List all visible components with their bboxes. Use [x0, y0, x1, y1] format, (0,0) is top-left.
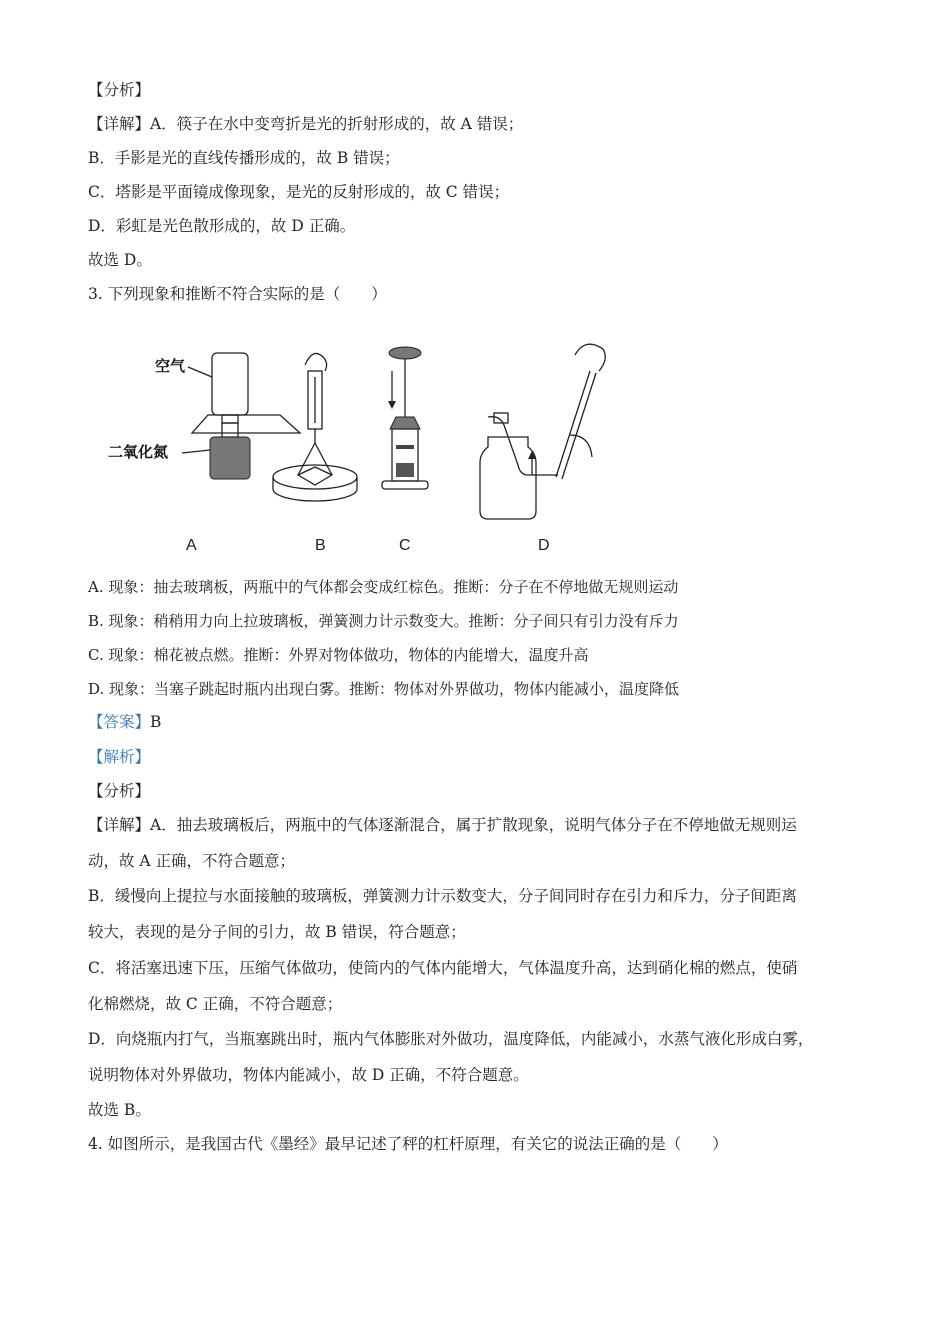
label-no2: 二氧化氮: [108, 443, 169, 461]
panel-label-c: C: [399, 537, 411, 554]
figure-panel-c: [382, 347, 428, 489]
detail-line-d: D．彩虹是光色散形成的，故 D 正确。: [88, 217, 356, 235]
question-3-figure: [100, 325, 640, 525]
q3-detail-line: 动，故 A 正确，不符合题意；: [88, 852, 296, 870]
option-d: D. 现象：当塞子跳起时瓶内出现白雾。推断：物体对外界做功，物体内能减小，温度降低: [88, 680, 680, 698]
answer-label: 【答案】: [88, 713, 151, 731]
q3-detail-line: 说明物体对外界做功，物体内能减小，故 D 正确，不符合题意。: [88, 1066, 529, 1084]
q3-detail-line: 较大，表现的是分子间的引力，故 B 错误，符合题意；: [88, 923, 466, 941]
q3-detail-line: C．将活塞迅速下压，压缩气体做功，使筒内的气体内能增大，气体温度升高，达到硝化棉的燃点，使硝: [88, 959, 798, 977]
question-4-stem: 4. 如图所示，是我国古代《墨经》最早记述了秤的杠杆原理，有关它的说法正确的是（ ）: [88, 1135, 728, 1153]
q3-detail-line: 化棉燃烧，故 C 正确，不符合题意；: [88, 995, 343, 1013]
choice-line: 故选 D。: [88, 251, 152, 269]
figure-panel-b: [273, 353, 357, 501]
q3-choice-line: 故选 B。: [88, 1101, 151, 1119]
q3-detail-line: B．缓慢向上提拉与水面接触的玻璃板，弹簧测力计示数变大，分子间同时存在引力和斥力，分子间距离: [88, 887, 797, 905]
answer-value: B: [150, 713, 162, 731]
label-air: 空气: [155, 357, 186, 375]
figure-panel-d: [480, 344, 605, 519]
question-3-stem: 3. 下列现象和推断不符合实际的是（ ）: [88, 285, 387, 303]
q3-detail-line: 【详解】A．抽去玻璃板后，两瓶中的气体逐渐混合，属于扩散现象，说明气体分子在不停地做无规则运: [88, 816, 797, 834]
answer-line: [88, 712, 161, 732]
panel-label-d: D: [538, 537, 550, 554]
explain-label: 【解析】: [88, 748, 151, 766]
detail-line-b: B．手影是光的直线传播形成的，故 B 错误；: [88, 149, 400, 167]
option-b: B. 现象：稍稍用力向上拉玻璃板，弹簧测力计示数变大。推断：分子间只有引力没有斥力: [88, 612, 679, 630]
detail-line-a: 【详解】A．筷子在水中变弯折是光的折射形成的，故 A 错误；: [88, 115, 524, 133]
option-c: C. 现象：棉花被点燃。推断：外界对物体做功，物体的内能增大，温度升高: [88, 646, 589, 664]
figure-panel-a: [108, 353, 300, 479]
analysis-label: 【分析】: [88, 81, 151, 99]
panel-label-b: B: [315, 537, 326, 554]
q3-analysis-label: 【分析】: [88, 782, 151, 800]
detail-line-c: C．塔影是平面镜成像现象，是光的反射形成的，故 C 错误；: [88, 183, 510, 201]
option-a: A. 现象：抽去玻璃板，两瓶中的气体都会变成红棕色。推断：分子在不停地做无规则运动: [88, 578, 679, 596]
panel-label-a: A: [186, 537, 197, 554]
q3-detail-line: D．向烧瓶内打气，当瓶塞跳出时，瓶内气体膨胀对外做功，温度降低，内能减小，水蒸气液化形成白雾，: [88, 1030, 814, 1048]
